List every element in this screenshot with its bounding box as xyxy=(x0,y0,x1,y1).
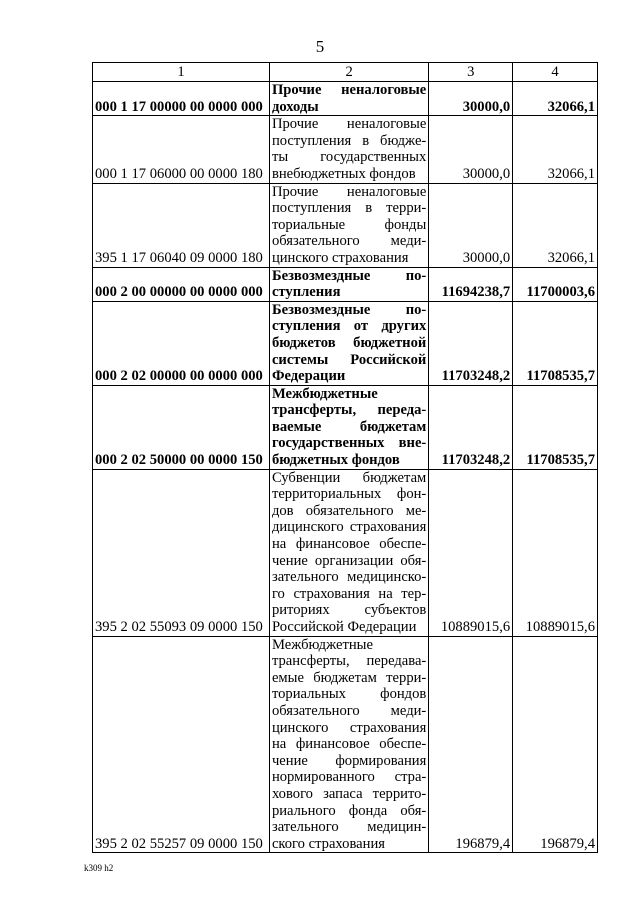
income-name: Межбюджетные трансферты, переда-ваемые бюджетам государственных вне-бюджетных фондов xyxy=(269,385,428,469)
budget-table xyxy=(92,62,598,853)
amount-col4: 32066,1 xyxy=(513,183,598,267)
amount-col4: 196879,4 xyxy=(513,636,598,853)
table-row xyxy=(93,82,598,116)
income-name: Прочие неналоговые доходы xyxy=(269,82,428,116)
classification-code: 000 1 17 06000 00 0000 180 xyxy=(93,116,270,183)
income-name: Субвенции бюджетам территориальных фон-дов обязательного ме-дицинского страхования на финансовое обеспе-чение организации обя-зательного медицинско-го страхования на тер-риториях субъектов Российской Федерации xyxy=(269,469,428,636)
document-footer-code: k309 h2 xyxy=(84,863,114,873)
amount-col3: 30000,0 xyxy=(429,82,513,116)
amount-col3: 11703248,2 xyxy=(429,385,513,469)
income-name: Прочие неналоговые поступления в терри-ториальные фонды обязательного меди-цинского страхования xyxy=(269,183,428,267)
amount-col4: 11708535,7 xyxy=(513,301,598,385)
amount-col3: 30000,0 xyxy=(429,183,513,267)
table-row xyxy=(93,183,598,267)
header-cell-2: 2 xyxy=(269,63,428,82)
amount-col3: 11694238,7 xyxy=(429,267,513,301)
income-name: Межбюджетные трансферты, передава-емые бюджетам терри-ториальных фондов обязательного меди-цинского страхования на финансовое обеспе-чение формирования нормированного стра-хового запаса террито-риального фонда обя-зательного медицин-ского страхования xyxy=(269,636,428,853)
amount-col4: 10889015,6 xyxy=(513,469,598,636)
table-row xyxy=(93,116,598,183)
classification-code: 000 2 02 50000 00 0000 150 xyxy=(93,385,270,469)
table-row xyxy=(93,267,598,301)
header-row xyxy=(93,63,598,82)
classification-code: 395 2 02 55257 09 0000 150 xyxy=(93,636,270,853)
table-row xyxy=(93,301,598,385)
classification-code: 000 1 17 00000 00 0000 000 xyxy=(93,82,270,116)
header-cell-3: 3 xyxy=(429,63,513,82)
income-name: Прочие неналоговые поступления в бюдже-ты государственных внебюджетных фондов xyxy=(269,116,428,183)
amount-col4: 32066,1 xyxy=(513,116,598,183)
amount-col4: 11708535,7 xyxy=(513,385,598,469)
header-cell-4: 4 xyxy=(513,63,598,82)
income-name: Безвозмездные по-ступления xyxy=(269,267,428,301)
income-name: Безвозмездные по-ступления от других бюджетов бюджетной системы Российской Федерации xyxy=(269,301,428,385)
page-number: 5 xyxy=(315,37,325,56)
amount-col3: 11703248,2 xyxy=(429,301,513,385)
amount-col3: 196879,4 xyxy=(429,636,513,853)
table-row xyxy=(93,636,598,853)
classification-code: 000 2 00 00000 00 0000 000 xyxy=(93,267,270,301)
amount-col3: 30000,0 xyxy=(429,116,513,183)
header-cell-1: 1 xyxy=(93,63,270,82)
table-row xyxy=(93,385,598,469)
amount-col4: 11700003,6 xyxy=(513,267,598,301)
classification-code: 395 1 17 06040 09 0000 180 xyxy=(93,183,270,267)
amount-col4: 32066,1 xyxy=(513,82,598,116)
table-row xyxy=(93,469,598,636)
classification-code: 000 2 02 00000 00 0000 000 xyxy=(93,301,270,385)
amount-col3: 10889015,6 xyxy=(429,469,513,636)
classification-code: 395 2 02 55093 09 0000 150 xyxy=(93,469,270,636)
